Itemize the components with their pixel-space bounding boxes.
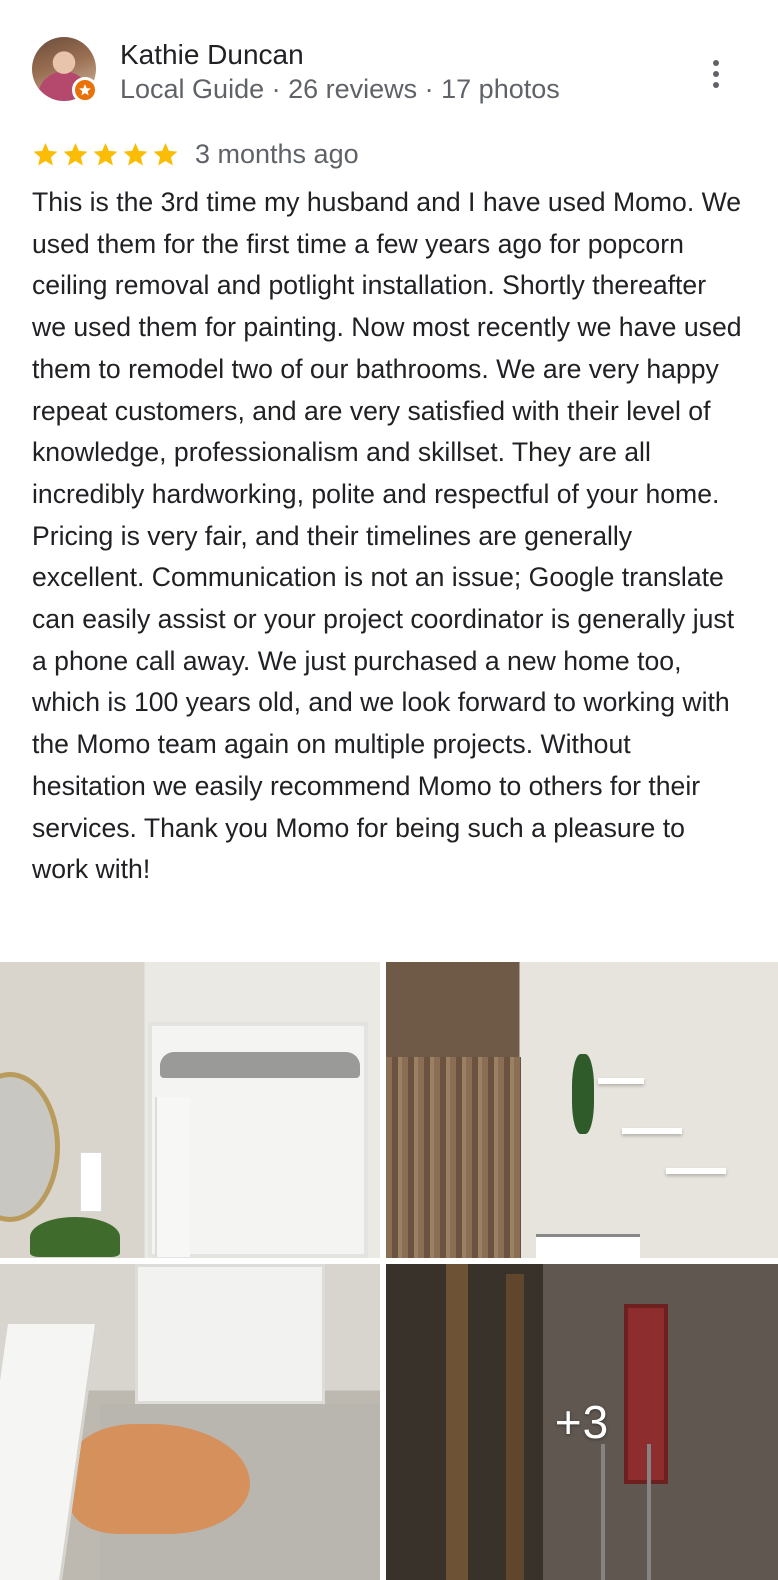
review-text: This is the 3rd time my husband and I have used Momo. We used them for the first time a few years ago for popcorn ceiling removal and potlight installation. Shortly thereafter we used them for painting. Now most recently we have used them to remodel two of our bathrooms. We are very happy repeat customers, and are very satisfied with their level of knowledge, professionalism and skillset. They are all incredibly hardworking, polite and respectful of your home. Pricing is very fair, and their timelines are generally excellent. Communication is not an issue; Google translate can easily assist or your project coordinator is generally just a phone call away. We just purchased a new home too, which is 100 years old, and we look forward to working with the Momo team again on multiple projects. Without hesitation we easily recommend Momo to others for their services. Thank you Momo for being such a pleasure to work with! [32, 187, 742, 885]
reviewer-meta[interactable]: Local Guide · 26 reviews · 17 photos [120, 74, 560, 104]
star-rating [32, 141, 179, 168]
review-photo-2[interactable] [386, 962, 778, 1258]
star-icon [152, 141, 179, 168]
star-icon [32, 141, 59, 168]
reviewer-avatar[interactable] [32, 37, 96, 101]
star-icon [122, 141, 149, 168]
star-icon [78, 83, 92, 97]
review-photo-3[interactable] [0, 1264, 380, 1580]
review-photo-4-more[interactable] [386, 1264, 778, 1580]
review-header [0, 0, 778, 130]
more-vert-icon [713, 60, 719, 66]
reviewer-name[interactable]: Kathie Duncan [120, 39, 304, 70]
photo-gallery [0, 962, 778, 1580]
star-icon [92, 141, 119, 168]
review-time: 3 months ago [195, 138, 359, 169]
rating-row [32, 136, 359, 172]
review-photo-1[interactable] [0, 962, 380, 1258]
more-options-button[interactable] [696, 52, 736, 96]
star-icon [62, 141, 89, 168]
local-guide-badge-icon [72, 77, 98, 103]
more-photos-count[interactable]: +3 [554, 1396, 610, 1448]
